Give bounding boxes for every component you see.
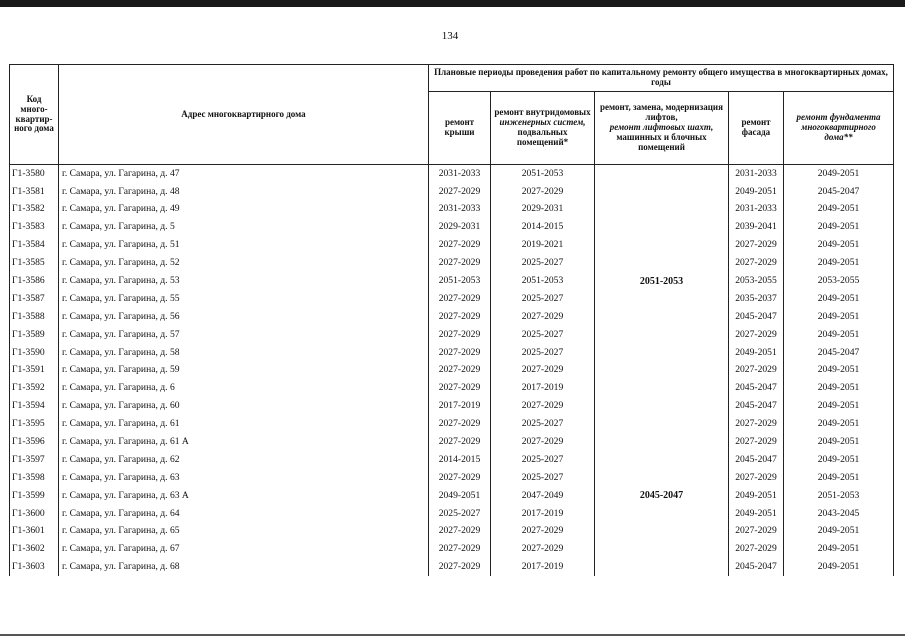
cell-address: г. Самара, ул. Гагарина, д. 59 — [59, 362, 429, 380]
cell-systems: 2029-2031 — [491, 201, 595, 219]
cell-facade: 2049-2051 — [729, 487, 784, 505]
cell-roof: 2027-2029 — [429, 344, 491, 362]
cell-roof: 2031-2033 — [429, 201, 491, 219]
cell-foundation: 2049-2051 — [784, 308, 894, 326]
cell-code: Г1-3587 — [10, 290, 59, 308]
cell-facade: 2027-2029 — [729, 237, 784, 255]
cell-systems: 2051-2053 — [491, 165, 595, 183]
cell-systems: 2017-2019 — [491, 380, 595, 398]
cell-address: г. Самара, ул. Гагарина, д. 63 — [59, 469, 429, 487]
cell-address: г. Самара, ул. Гагарина, д. 67 — [59, 541, 429, 559]
table-row — [10, 272, 894, 290]
cell-facade: 2027-2029 — [729, 326, 784, 344]
cell-systems: 2051-2053 — [491, 272, 595, 290]
cell-systems: 2025-2027 — [491, 469, 595, 487]
table-row — [10, 487, 894, 505]
repair-schedule-table — [9, 64, 894, 576]
cell-foundation: 2049-2051 — [784, 201, 894, 219]
table-row — [10, 326, 894, 344]
cell-foundation: 2049-2051 — [784, 469, 894, 487]
header-periods: Плановые периоды проведения работ по капитальному ремонту общего имущества в многоквартирных домах, годы — [429, 65, 894, 92]
cell-foundation: 2049-2051 — [784, 433, 894, 451]
cell-roof: 2027-2029 — [429, 559, 491, 577]
cell-code: Г1-3584 — [10, 237, 59, 255]
cell-address: г. Самара, ул. Гагарина, д. 48 — [59, 183, 429, 201]
cell-facade: 2027-2029 — [729, 523, 784, 541]
cell-systems: 2027-2029 — [491, 398, 595, 416]
table-body — [10, 165, 894, 577]
cell-roof: 2027-2029 — [429, 362, 491, 380]
cell-address: г. Самара, ул. Гагарина, д. 60 — [59, 398, 429, 416]
cell-facade: 2027-2029 — [729, 469, 784, 487]
cell-lifts — [595, 237, 729, 255]
cell-code: Г1-3599 — [10, 487, 59, 505]
cell-foundation: 2043-2045 — [784, 505, 894, 523]
cell-lifts — [595, 362, 729, 380]
cell-roof: 2027-2029 — [429, 523, 491, 541]
cell-systems: 2027-2029 — [491, 433, 595, 451]
table-row — [10, 523, 894, 541]
cell-address: г. Самара, ул. Гагарина, д. 57 — [59, 326, 429, 344]
cell-address: г. Самара, ул. Гагарина, д. 47 — [59, 165, 429, 183]
header-lifts-line1: ремонт, замена, модернизация лифтов, — [600, 102, 723, 123]
cell-lifts — [595, 201, 729, 219]
header-foundation: ремонт фундамента многоквартирного дома** — [784, 92, 894, 165]
cell-address: г. Самара, ул. Гагарина, д. 49 — [59, 201, 429, 219]
cell-lifts: 2051-2053 — [595, 272, 729, 290]
cell-facade: 2045-2047 — [729, 308, 784, 326]
cell-facade: 2027-2029 — [729, 362, 784, 380]
cell-facade: 2045-2047 — [729, 380, 784, 398]
cell-facade: 2045-2047 — [729, 559, 784, 577]
cell-roof: 2049-2051 — [429, 487, 491, 505]
cell-lifts — [595, 541, 729, 559]
cell-code: Г1-3594 — [10, 398, 59, 416]
cell-foundation: 2049-2051 — [784, 326, 894, 344]
cell-systems: 2027-2029 — [491, 362, 595, 380]
cell-lifts — [595, 344, 729, 362]
table-row — [10, 165, 894, 183]
table-row — [10, 237, 894, 255]
cell-lifts — [595, 559, 729, 577]
cell-lifts — [595, 433, 729, 451]
cell-roof: 2027-2029 — [429, 433, 491, 451]
cell-roof: 2027-2029 — [429, 290, 491, 308]
cell-foundation: 2049-2051 — [784, 254, 894, 272]
cell-code: Г1-3601 — [10, 523, 59, 541]
cell-code: Г1-3602 — [10, 541, 59, 559]
cell-roof: 2027-2029 — [429, 469, 491, 487]
table-row — [10, 344, 894, 362]
cell-lifts: 2045-2047 — [595, 487, 729, 505]
cell-address: г. Самара, ул. Гагарина, д. 51 — [59, 237, 429, 255]
cell-code: Г1-3583 — [10, 219, 59, 237]
cell-roof: 2017-2019 — [429, 398, 491, 416]
cell-roof: 2025-2027 — [429, 505, 491, 523]
table-row — [10, 254, 894, 272]
cell-roof: 2031-2033 — [429, 165, 491, 183]
cell-address: г. Самара, ул. Гагарина, д. 62 — [59, 451, 429, 469]
cell-lifts — [595, 183, 729, 201]
header-code: Код много-квартир-ного дома — [10, 65, 59, 165]
cell-roof: 2051-2053 — [429, 272, 491, 290]
cell-code: Г1-3585 — [10, 254, 59, 272]
table-row — [10, 308, 894, 326]
bottom-rule — [0, 634, 905, 636]
cell-code: Г1-3600 — [10, 505, 59, 523]
cell-code: Г1-3597 — [10, 451, 59, 469]
table-row — [10, 469, 894, 487]
cell-facade: 2049-2051 — [729, 505, 784, 523]
cell-roof: 2027-2029 — [429, 415, 491, 433]
cell-systems: 2025-2027 — [491, 254, 595, 272]
cell-address: г. Самара, ул. Гагарина, д. 56 — [59, 308, 429, 326]
cell-address: г. Самара, ул. Гагарина, д. 55 — [59, 290, 429, 308]
cell-roof: 2027-2029 — [429, 326, 491, 344]
cell-roof: 2027-2029 — [429, 183, 491, 201]
cell-foundation: 2049-2051 — [784, 559, 894, 577]
header-lifts — [595, 92, 729, 165]
cell-roof: 2027-2029 — [429, 254, 491, 272]
cell-foundation: 2045-2047 — [784, 183, 894, 201]
cell-code: Г1-3588 — [10, 308, 59, 326]
cell-lifts — [595, 451, 729, 469]
cell-code: Г1-3598 — [10, 469, 59, 487]
cell-code: Г1-3592 — [10, 380, 59, 398]
cell-foundation: 2049-2051 — [784, 165, 894, 183]
cell-facade: 2045-2047 — [729, 451, 784, 469]
table-row — [10, 433, 894, 451]
cell-lifts — [595, 505, 729, 523]
cell-facade: 2053-2055 — [729, 272, 784, 290]
cell-address: г. Самара, ул. Гагарина, д. 64 — [59, 505, 429, 523]
cell-systems: 2047-2049 — [491, 487, 595, 505]
cell-systems: 2027-2029 — [491, 541, 595, 559]
cell-address: г. Самара, ул. Гагарина, д. 68 — [59, 559, 429, 577]
cell-lifts — [595, 308, 729, 326]
header-facade: ремонт фасада — [729, 92, 784, 165]
cell-facade: 2039-2041 — [729, 219, 784, 237]
cell-foundation: 2049-2051 — [784, 380, 894, 398]
cell-lifts — [595, 254, 729, 272]
cell-code: Г1-3581 — [10, 183, 59, 201]
cell-roof: 2029-2031 — [429, 219, 491, 237]
cell-lifts — [595, 415, 729, 433]
cell-foundation: 2049-2051 — [784, 541, 894, 559]
cell-lifts — [595, 290, 729, 308]
cell-facade: 2045-2047 — [729, 398, 784, 416]
header-systems — [491, 92, 595, 165]
cell-systems: 2017-2019 — [491, 559, 595, 577]
cell-address: г. Самара, ул. Гагарина, д. 61 А — [59, 433, 429, 451]
cell-systems: 2027-2029 — [491, 308, 595, 326]
cell-foundation: 2049-2051 — [784, 362, 894, 380]
cell-address: г. Самара, ул. Гагарина, д. 58 — [59, 344, 429, 362]
cell-facade: 2035-2037 — [729, 290, 784, 308]
cell-facade: 2031-2033 — [729, 165, 784, 183]
cell-systems: 2025-2027 — [491, 451, 595, 469]
cell-systems: 2027-2029 — [491, 183, 595, 201]
cell-lifts — [595, 398, 729, 416]
cell-roof: 2027-2029 — [429, 380, 491, 398]
header-address: Адрес многоквартирного дома — [59, 65, 429, 165]
cell-roof: 2027-2029 — [429, 541, 491, 559]
header-lifts-line2: ремонт лифтовых шахт, — [609, 122, 714, 133]
cell-foundation: 2049-2051 — [784, 219, 894, 237]
cell-systems: 2025-2027 — [491, 415, 595, 433]
cell-address: г. Самара, ул. Гагарина, д. 61 — [59, 415, 429, 433]
cell-address: г. Самара, ул. Гагарина, д. 5 — [59, 219, 429, 237]
cell-foundation: 2045-2047 — [784, 344, 894, 362]
cell-lifts — [595, 326, 729, 344]
cell-code: Г1-3586 — [10, 272, 59, 290]
cell-facade: 2049-2051 — [729, 344, 784, 362]
cell-address: г. Самара, ул. Гагарина, д. 52 — [59, 254, 429, 272]
cell-foundation: 2049-2051 — [784, 398, 894, 416]
cell-code: Г1-3589 — [10, 326, 59, 344]
header-systems-line2: инженерных систем, — [499, 117, 586, 128]
cell-code: Г1-3582 — [10, 201, 59, 219]
table-row — [10, 415, 894, 433]
table-row — [10, 290, 894, 308]
cell-lifts — [595, 165, 729, 183]
cell-roof: 2014-2015 — [429, 451, 491, 469]
table-row — [10, 398, 894, 416]
cell-systems: 2014-2015 — [491, 219, 595, 237]
cell-code: Г1-3590 — [10, 344, 59, 362]
cell-code: Г1-3580 — [10, 165, 59, 183]
header-lifts-line3: машинных и блочных помещений — [616, 131, 707, 152]
header-roof: ремонт крыши — [429, 92, 491, 165]
cell-facade: 2027-2029 — [729, 415, 784, 433]
cell-roof: 2027-2029 — [429, 308, 491, 326]
header-systems-line3: подвальных помещений* — [516, 127, 569, 147]
cell-lifts — [595, 219, 729, 237]
cell-foundation: 2049-2051 — [784, 237, 894, 255]
top-rule — [0, 0, 905, 7]
cell-roof: 2027-2029 — [429, 237, 491, 255]
table-row — [10, 380, 894, 398]
cell-address: г. Самара, ул. Гагарина, д. 63 А — [59, 487, 429, 505]
cell-lifts — [595, 380, 729, 398]
cell-systems: 2017-2019 — [491, 505, 595, 523]
cell-systems: 2027-2029 — [491, 523, 595, 541]
cell-foundation: 2049-2051 — [784, 415, 894, 433]
cell-lifts — [595, 469, 729, 487]
cell-systems: 2019-2021 — [491, 237, 595, 255]
cell-address: г. Самара, ул. Гагарина, д. 6 — [59, 380, 429, 398]
header-systems-line1: ремонт внутридомовых — [494, 107, 591, 118]
cell-address: г. Самара, ул. Гагарина, д. 65 — [59, 523, 429, 541]
cell-facade: 2027-2029 — [729, 541, 784, 559]
cell-address: г. Самара, ул. Гагарина, д. 53 — [59, 272, 429, 290]
cell-code: Г1-3596 — [10, 433, 59, 451]
cell-code: Г1-3595 — [10, 415, 59, 433]
cell-foundation: 2053-2055 — [784, 272, 894, 290]
cell-facade: 2049-2051 — [729, 183, 784, 201]
table-row — [10, 201, 894, 219]
cell-foundation: 2049-2051 — [784, 523, 894, 541]
cell-facade: 2027-2029 — [729, 254, 784, 272]
cell-code: Г1-3591 — [10, 362, 59, 380]
cell-facade: 2031-2033 — [729, 201, 784, 219]
table-row — [10, 451, 894, 469]
table-row — [10, 505, 894, 523]
cell-code: Г1-3603 — [10, 559, 59, 577]
cell-lifts — [595, 523, 729, 541]
cell-systems: 2025-2027 — [491, 344, 595, 362]
cell-facade: 2027-2029 — [729, 433, 784, 451]
table-row — [10, 541, 894, 559]
table-row — [10, 362, 894, 380]
cell-systems: 2025-2027 — [491, 326, 595, 344]
cell-foundation: 2049-2051 — [784, 290, 894, 308]
table-row — [10, 183, 894, 201]
cell-foundation: 2051-2053 — [784, 487, 894, 505]
table-row — [10, 559, 894, 577]
cell-foundation: 2049-2051 — [784, 451, 894, 469]
cell-systems: 2025-2027 — [491, 290, 595, 308]
table-row — [10, 219, 894, 237]
page-number: 134 — [441, 30, 459, 42]
